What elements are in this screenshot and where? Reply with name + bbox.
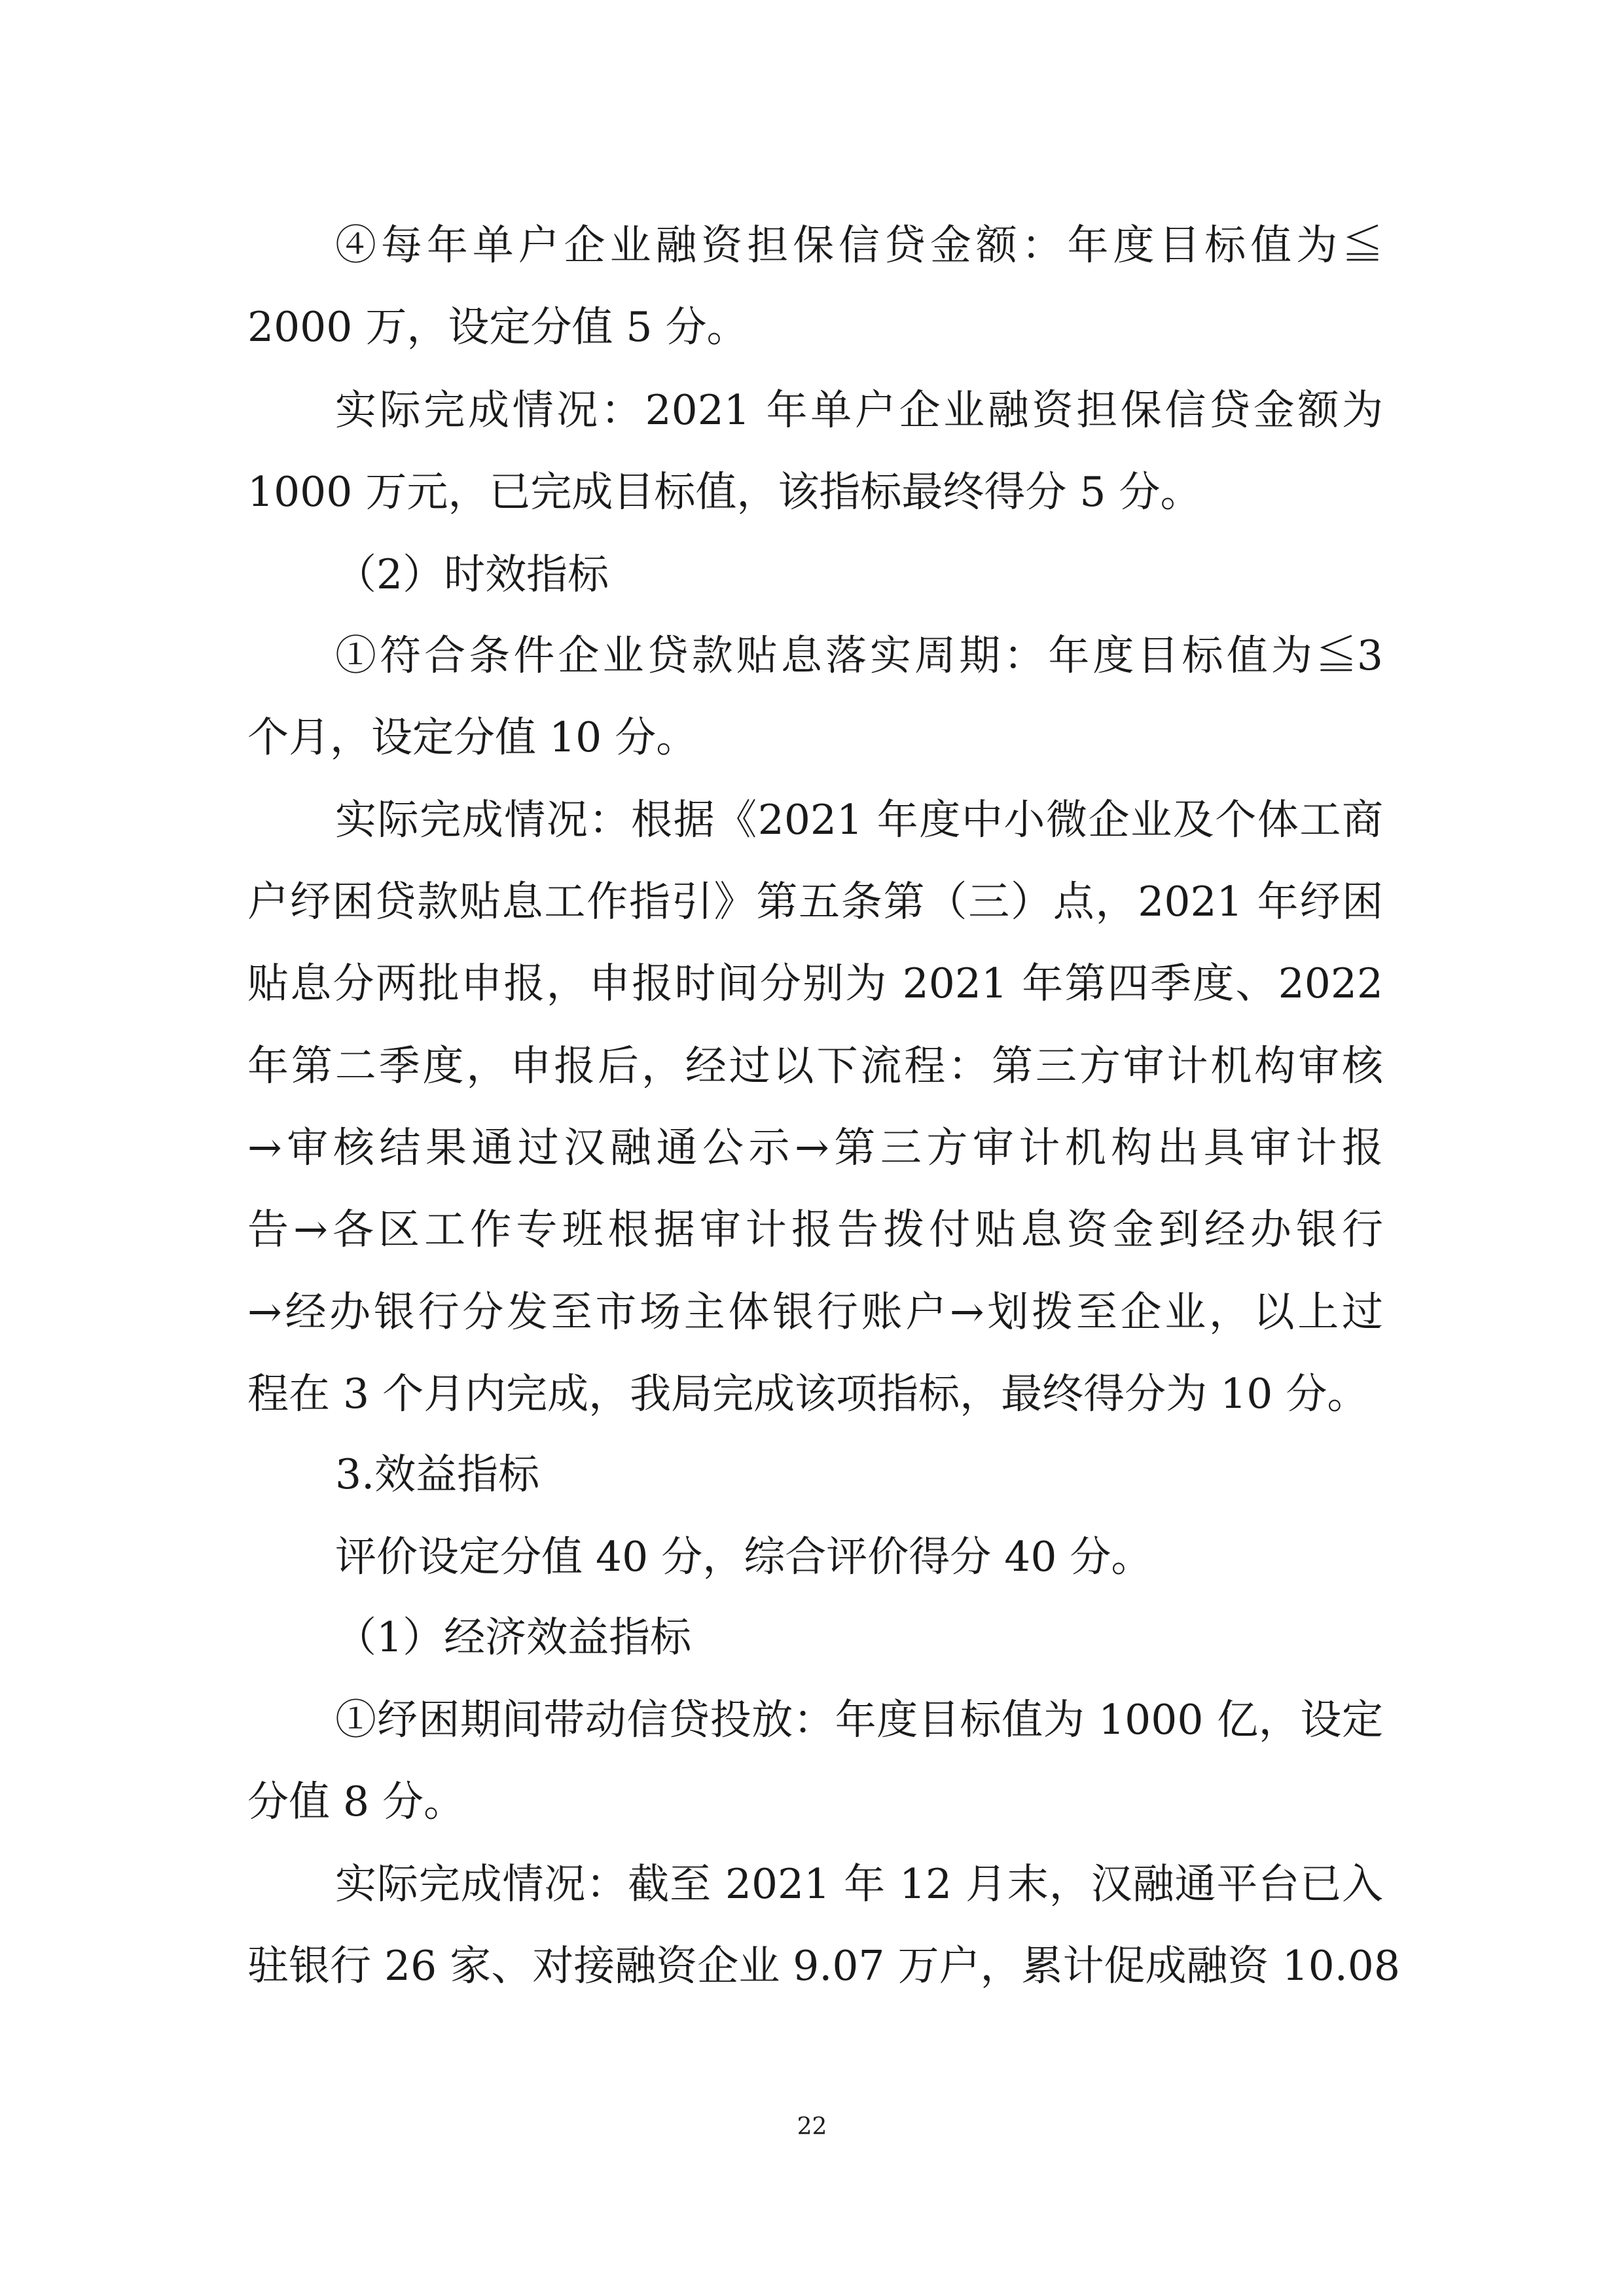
paragraph-line: ①符合条件企业贷款贴息落实周期：年度目标值为≦3 (335, 632, 1383, 679)
paragraph-line: 贴息分两批申报，申报时间分别为 2021 年第四季度、2022 (247, 960, 1383, 1007)
paragraph-line: 户纾困贷款贴息工作指引》第五条第（三）点，2021 年纾困 (247, 878, 1383, 925)
paragraph-line: 实际完成情况：根据《2021 年度中小微企业及个体工商 (335, 796, 1383, 844)
paragraph-line: ①纾困期间带动信贷投放：年度目标值为 1000 亿，设定 (335, 1696, 1383, 1744)
paragraph-line: 1000 万元，已完成目标值，该指标最终得分 5 分。 (247, 468, 1202, 516)
paragraph-line: →审核结果通过汉融通公示→第三方审计机构出具审计报 (247, 1124, 1383, 1172)
paragraph-line: 程在 3 个月内完成，我局完成该项指标，最终得分为 10 分。 (247, 1370, 1369, 1418)
paragraph-line: ④每年单户企业融资担保信贷金额：年度目标值为≦ (335, 221, 1383, 269)
paragraph-line: →经办银行分发至市场主体银行账户→划拨至企业，以上过 (247, 1288, 1383, 1336)
paragraph-line: 实际完成情况：2021 年单户企业融资担保信贷金额为 (335, 386, 1383, 434)
paragraph-line: 年第二季度，申报后，经过以下流程：第三方审计机构审核 (247, 1042, 1383, 1090)
paragraph-line: 实际完成情况：截至 2021 年 12 月末，汉融通平台已入 (335, 1860, 1383, 1908)
section-heading: 3.效益指标 (335, 1450, 540, 1498)
paragraph-line: 分值 8 分。 (247, 1778, 465, 1825)
section-subheading: （2）时效指标 (335, 550, 609, 598)
paragraph-line: 评价设定分值 40 分，综合评价得分 40 分。 (335, 1533, 1153, 1581)
page-number: 22 (797, 2113, 827, 2140)
paragraph-line: 2000 万，设定分值 5 分。 (247, 303, 748, 351)
paragraph-line: 告→各区工作专班根据审计报告拨付贴息资金到经办银行 (247, 1206, 1383, 1253)
paragraph-line: 驻银行 26 家、对接融资企业 9.07 万户，累计促成融资 10.08 (247, 1942, 1400, 1990)
paragraph-line: 个月，设定分值 10 分。 (247, 713, 698, 761)
section-subheading: （1）经济效益指标 (335, 1613, 692, 1661)
